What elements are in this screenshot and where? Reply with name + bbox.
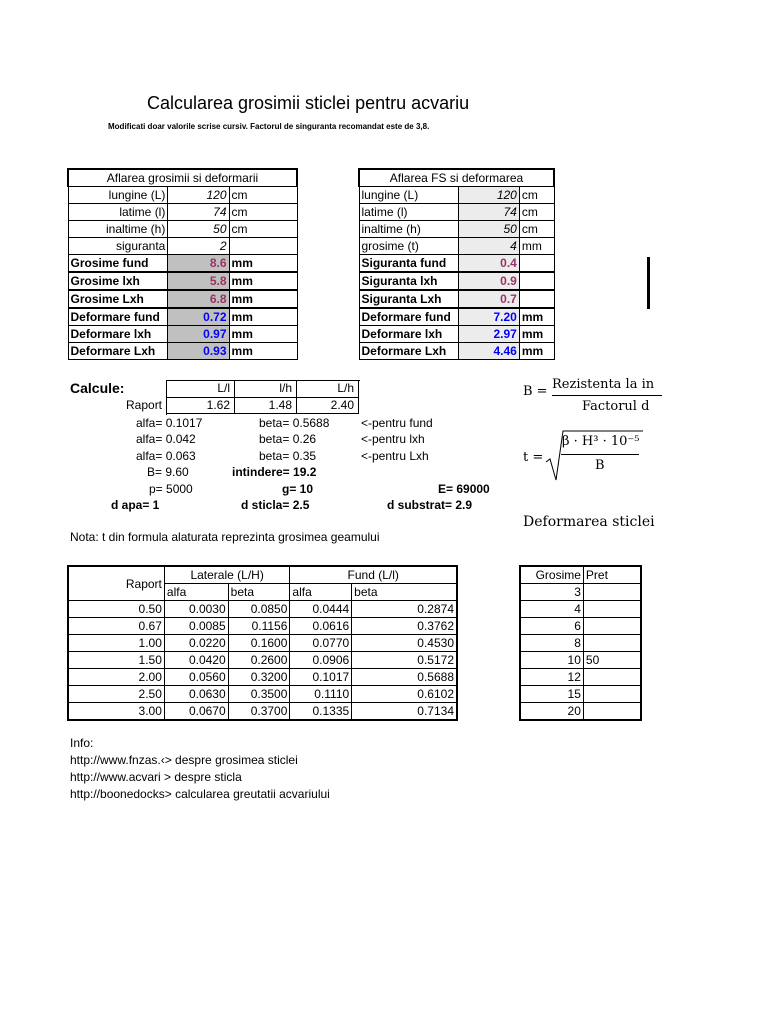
formula-t-lhs: t = <box>523 450 544 465</box>
table-row: 1.00 0.0220 0.1600 0.0770 0.4530 <box>68 635 457 652</box>
table-row: 2.50 0.0630 0.3500 0.1110 0.6102 <box>68 686 457 703</box>
unit: cm <box>229 221 297 238</box>
info-link-grosime[interactable]: http://www.fnzas.‹> despre grosimea sticlei <box>70 753 298 767</box>
calcule-heading: Calcule: <box>70 380 125 396</box>
output-value: 0.97 <box>168 326 229 343</box>
unit <box>519 255 554 273</box>
output-value: 7.20 <box>459 308 520 326</box>
input-value[interactable]: 120 <box>168 187 229 204</box>
note-Lxh: <-pentru Lxh <box>361 449 429 463</box>
formula-t-numerator: β · H³ · 10⁻⁵ <box>562 434 640 449</box>
input-label: lungine (L) <box>68 187 168 204</box>
table-row: 0.67 0.0085 0.1156 0.0616 0.3762 <box>68 618 457 635</box>
input-label: siguranta <box>68 238 168 255</box>
formula-t-denominator: B <box>595 458 605 473</box>
table-row: 20 <box>520 703 641 721</box>
output-label: Deformare Lxh <box>359 343 459 360</box>
output-label: Siguranta lxh <box>359 272 459 290</box>
alfa-lxh: alfa= 0.042 <box>136 432 196 446</box>
unit: cm <box>519 221 554 238</box>
page-subtitle: Modificati doar valorile scrise cursiv. Factorul de singuranta recomandat este de 3,8. <box>108 122 430 131</box>
table-row: 0.50 0.0030 0.0850 0.0444 0.2874 <box>68 601 457 618</box>
output-value: 4.46 <box>459 343 520 360</box>
table-row: 3.00 0.0670 0.3700 0.1335 0.7134 <box>68 703 457 721</box>
output-label: Siguranta fund <box>359 255 459 273</box>
info-heading: Info: <box>70 736 94 750</box>
output-value: 8.6 <box>168 255 229 273</box>
table-row: 8 <box>520 635 641 652</box>
laterale-header: Laterale (L/H) <box>164 566 290 584</box>
unit: mm <box>229 343 297 360</box>
pret-header: Pret <box>583 566 641 584</box>
unit: mm <box>519 343 554 360</box>
p-value: p= 5000 <box>149 482 193 496</box>
unit: cm <box>519 204 554 221</box>
safety-deformation-table <box>358 168 555 360</box>
vertical-bar-divider <box>647 257 650 309</box>
output-label: Deformare lxh <box>68 326 168 343</box>
sub-header: alfa <box>164 584 228 601</box>
right-table-header: Aflarea FS si deformarea <box>359 169 554 187</box>
nota-text: Nota: t din formula alaturata reprezinta grosimea geamului <box>70 530 380 544</box>
input-value[interactable]: 50 <box>168 221 229 238</box>
output-label: Grosime lxh <box>68 272 168 290</box>
raport-header: Raport <box>68 566 164 601</box>
table-row: 2.00 0.0560 0.3200 0.1017 0.5688 <box>68 669 457 686</box>
output-label: Deformare Lxh <box>68 343 168 360</box>
info-link-greutate[interactable]: http://boonedocks> calcularea greutatii acvariului <box>70 787 330 801</box>
unit: mm <box>229 255 297 273</box>
left-table-header: Aflarea grosimii si deformarii <box>68 169 297 187</box>
note-lxh: <-pentru lxh <box>361 432 425 446</box>
beta-Lxh: beta= 0.35 <box>259 449 317 463</box>
input-label: lungine (L) <box>359 187 459 204</box>
E-value: E= 69000 <box>438 482 490 496</box>
output-label: Grosime Lxh <box>68 290 168 308</box>
output-value: 0.93 <box>168 343 229 360</box>
input-value[interactable]: 4 <box>459 238 520 255</box>
unit: mm <box>519 238 554 255</box>
output-value: 0.72 <box>168 308 229 326</box>
info-link-sticla[interactable]: http://www.acvari > despre sticla <box>70 770 242 784</box>
table-row: 12 <box>520 669 641 686</box>
output-value: 0.4 <box>459 255 520 273</box>
intindere-value: intindere= 19.2 <box>232 465 317 479</box>
formula-B-numerator: Rezistenta la in <box>552 377 655 392</box>
input-value[interactable]: 50 <box>459 221 520 238</box>
table-row: 15 <box>520 686 641 703</box>
alfa-fund: alfa= 0.1017 <box>136 416 203 430</box>
price-table <box>519 565 642 721</box>
output-label: Grosime fund <box>68 255 168 273</box>
beta-fund: beta= 0.5688 <box>259 416 330 430</box>
sub-header: alfa <box>290 584 352 601</box>
page-title: Calcularea grosimii sticlei pentru acvariu <box>147 93 470 113</box>
unit: mm <box>229 308 297 326</box>
input-label: inaltime (h) <box>68 221 168 238</box>
unit <box>519 272 554 290</box>
col-header: l/h <box>279 381 292 395</box>
output-label: Deformare fund <box>68 308 168 326</box>
raport-value: 1.48 <box>268 398 292 412</box>
table-row: 4 <box>520 601 641 618</box>
sub-header: beta <box>352 584 457 601</box>
output-value: 0.7 <box>459 290 520 308</box>
unit: mm <box>229 272 297 290</box>
beta-lxh: beta= 0.26 <box>259 432 317 446</box>
thickness-deformation-table <box>67 168 298 360</box>
d-apa-value: d apa= 1 <box>111 498 160 512</box>
table-row: 10 50 <box>520 652 641 669</box>
raport-value: 1.62 <box>206 398 230 412</box>
formula-B-denominator: Factorul d <box>582 399 650 414</box>
output-label: Siguranta Lxh <box>359 290 459 308</box>
unit: mm <box>519 308 554 326</box>
alfa-Lxh: alfa= 0.063 <box>136 449 196 463</box>
input-label: latime (l) <box>68 204 168 221</box>
unit: cm <box>519 187 554 204</box>
input-label: latime (l) <box>359 204 459 221</box>
d-substrat-value: d substrat= 2.9 <box>387 498 473 512</box>
output-label: Deformare fund <box>359 308 459 326</box>
g-value: g= 10 <box>282 482 314 496</box>
output-value: 0.9 <box>459 272 520 290</box>
unit: cm <box>229 204 297 221</box>
raport-value: 2.40 <box>330 398 354 412</box>
unit <box>519 290 554 308</box>
table-row: 6 <box>520 618 641 635</box>
ratio-table <box>67 565 458 721</box>
d-sticla-value: d sticla= 2.5 <box>241 498 310 512</box>
col-header: L/h <box>337 381 354 395</box>
sub-header: beta <box>228 584 290 601</box>
input-value[interactable]: 2 <box>168 238 229 255</box>
input-value[interactable]: 74 <box>459 204 520 221</box>
output-value: 5.8 <box>168 272 229 290</box>
col-header: L/l <box>217 381 230 395</box>
output-label: Deformare lxh <box>359 326 459 343</box>
unit: mm <box>229 326 297 343</box>
info-section <box>70 735 330 803</box>
input-label: grosime (t) <box>359 238 459 255</box>
unit: mm <box>519 326 554 343</box>
output-value: 6.8 <box>168 290 229 308</box>
table-row: 1.50 0.0420 0.2600 0.0906 0.5172 <box>68 652 457 669</box>
unit <box>229 238 297 255</box>
note-fund: <-pentru fund <box>361 416 433 430</box>
formula-B-lhs: B = <box>523 384 548 399</box>
raport-label: Raport <box>126 398 163 412</box>
unit: mm <box>229 290 297 308</box>
input-value[interactable]: 120 <box>459 187 520 204</box>
grosime-header: Grosime <box>520 566 583 584</box>
input-label: inaltime (h) <box>359 221 459 238</box>
unit: cm <box>229 187 297 204</box>
formula-caption: Deformarea sticlei <box>523 514 655 530</box>
B-value: B= 9.60 <box>147 465 189 479</box>
input-value[interactable]: 74 <box>168 204 229 221</box>
fund-header: Fund (L/l) <box>290 566 457 584</box>
output-value: 2.97 <box>459 326 520 343</box>
table-row: 3 <box>520 584 641 601</box>
